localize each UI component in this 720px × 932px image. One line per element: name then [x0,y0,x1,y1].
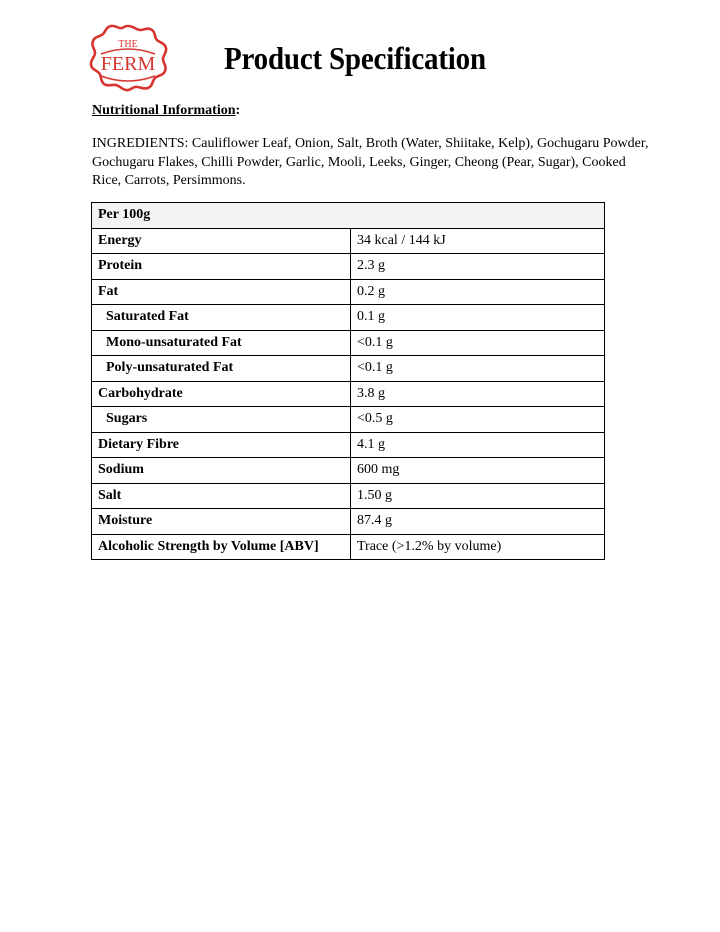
nutrition-table-row [92,254,605,280]
nutritional-information-heading-text: Nutritional Information [92,103,236,118]
nutrition-table [91,202,605,560]
nutrient-label: Energy [92,228,351,254]
nutrient-value: 0.2 g [351,279,605,305]
nutrition-table-row [92,228,605,254]
logo-main-text: FERM [100,53,156,75]
nutrient-value: <0.1 g [351,330,605,356]
nutritional-information-heading [92,103,240,119]
nutrition-table-row [92,534,605,560]
nutrient-label: Protein [92,254,351,280]
nutrient-value: 34 kcal / 144 kJ [351,228,605,254]
nutrition-table-row [92,305,605,331]
nutrient-label: Mono-unsaturated Fat [92,330,351,356]
nutrient-label: Dietary Fibre [92,432,351,458]
nutrient-value: <0.1 g [351,356,605,382]
nutrient-value: 3.8 g [351,381,605,407]
nutrient-value: 600 mg [351,458,605,484]
nutrition-table-row [92,381,605,407]
nutrient-label: Sodium [92,458,351,484]
logo-top-text: THE [118,39,138,50]
nutrition-table-row [92,458,605,484]
nutrient-label: Sugars [92,407,351,433]
nutrient-label: Alcoholic Strength by Volume [ABV] [92,534,351,560]
nutrition-table-row [92,407,605,433]
the-ferm-logo [88,24,168,92]
nutrient-label: Carbohydrate [92,381,351,407]
nutrition-table-row [92,483,605,509]
nutrition-table-row [92,279,605,305]
nutrient-label: Fat [92,279,351,305]
nutrient-value: 4.1 g [351,432,605,458]
page-title: Product Specification [224,42,486,77]
nutrient-value: Trace (>1.2% by volume) [351,534,605,560]
nutritional-information-heading-colon: : [235,103,241,118]
nutrition-table-row [92,356,605,382]
nutrition-table-header-row [92,203,605,229]
nutrient-value: <0.5 g [351,407,605,433]
nutrient-value: 1.50 g [351,483,605,509]
nutrition-table-row [92,509,605,535]
nutrient-label: Poly-unsaturated Fat [92,356,351,382]
nutrient-label: Saturated Fat [92,305,351,331]
nutrient-value: 87.4 g [351,509,605,535]
nutrient-label: Moisture [92,509,351,535]
nutrient-label: Salt [92,483,351,509]
nutrition-table-header: Per 100g [92,203,605,229]
nutrient-value: 0.1 g [351,305,605,331]
ingredients-text: INGREDIENTS: Cauliflower Leaf, Onion, Salt, Broth (Water, Shiitake, Kelp), Gochugaru Powder, Gochugaru Flakes, Chilli Powder, Garlic, Mooli, Leeks, Ginger, Cheong (Pear, Sugar), Cooked Rice, Carrots, Persimmons. [92,136,649,188]
nutrition-table-row [92,330,605,356]
nutrient-value: 2.3 g [351,254,605,280]
nutrition-table-row [92,432,605,458]
